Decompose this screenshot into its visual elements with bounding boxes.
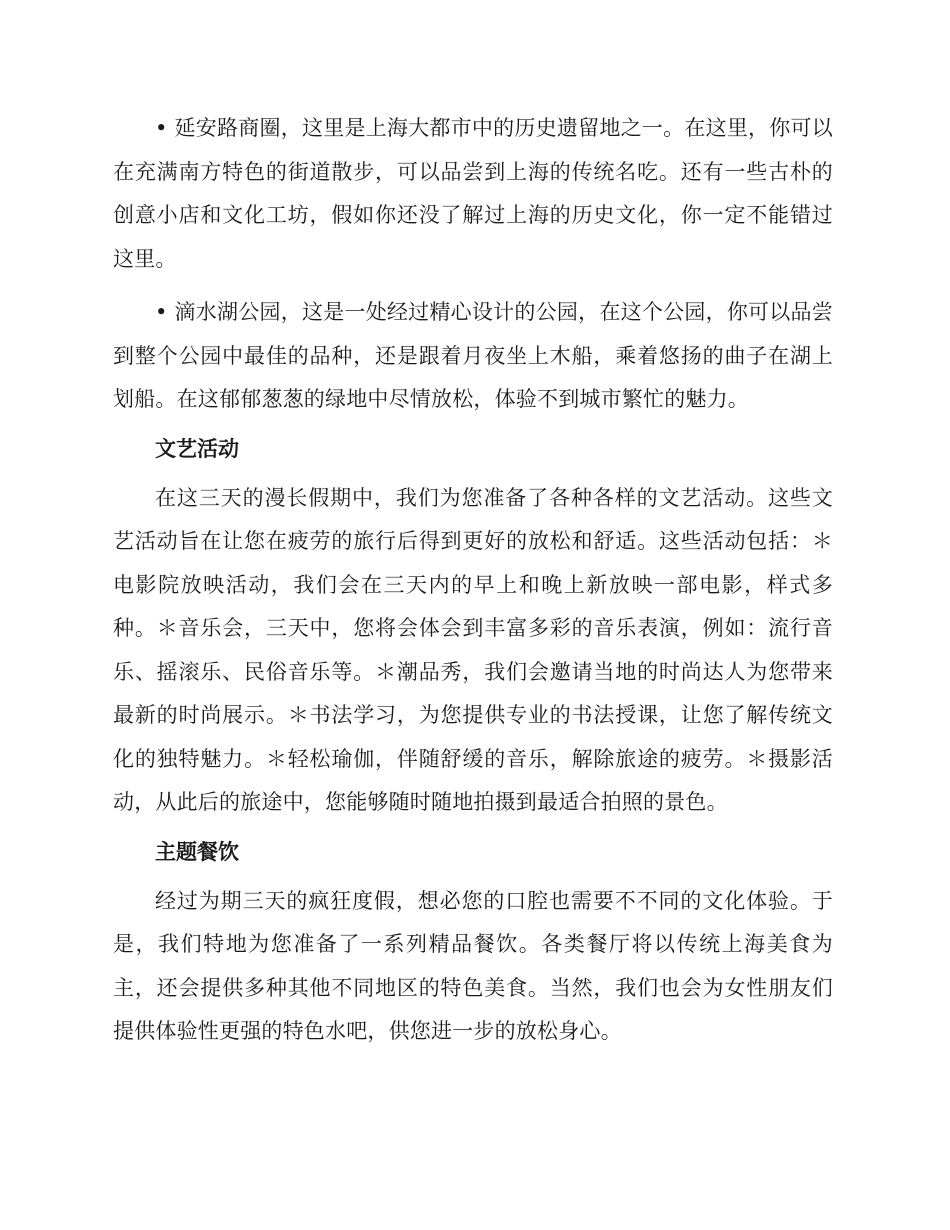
paragraph-dining: 经过为期三天的疯狂度假，想必您的口腔也需要不不同的文化体验。于是，我们特地为您准备了一系列精品餐饮。各类餐厅将以传统上海美食为主，还会提供多种其他不同地区的特色美食。当然，我们也会为女性朋友们提供体验性更强的特色水吧，供您进一步的放松身心。 [113,888,833,1043]
paragraph-dishui-lake: • 滴水湖公园，这是一处经过精心设计的公园，在这个公园，你可以品尝到整个公园中最佳的品种，还是跟着月夜坐上木船，乘着悠扬的曲子在湖上划船。在这郁郁葱葱的绿地中尽情放松，体验不到城市繁忙的魅力。 [113,300,833,411]
document-page [113,107,833,1054]
paragraph-yanan-road: • 延安路商圈，这里是上海大都市中的历史遗留地之一。在这里，你可以在充满南方特色的街道散步，可以品尝到上海的传统名吃。还有一些古朴的创意小店和文化工坊，假如你还没了解过上海的历史文化，你一定不能错过这里。 [113,116,833,271]
heading-dining: 主题餐饮 [155,839,239,864]
paragraph-arts: 在这三天的漫长假期中，我们为您准备了各种各样的文艺活动。这些文艺活动旨在让您在疲劳的旅行后得到更好的放松和舒适。这些活动包括：＊电影院放映活动，我们会在三天内的早上和晚上新放映一部电影，样式多种。＊音乐会，三天中，您将会体会到丰富多彩的音乐表演，例如：流行音乐、摇滚乐、民俗音乐等。＊潮品秀，我们会邀请当地的时尚达人为您带来最新的时尚展示。＊书法学习，为您提供专业的书法授课，让您了解传统文化的独特魅力。＊轻松瑜伽，伴随舒缓的音乐，解除旅途的疲劳。＊摄影活动，从此后的旅途中，您能够随时随地拍摄到最适合拍照的景色。 [113,485,833,814]
heading-arts: 文艺活动 [155,436,239,461]
